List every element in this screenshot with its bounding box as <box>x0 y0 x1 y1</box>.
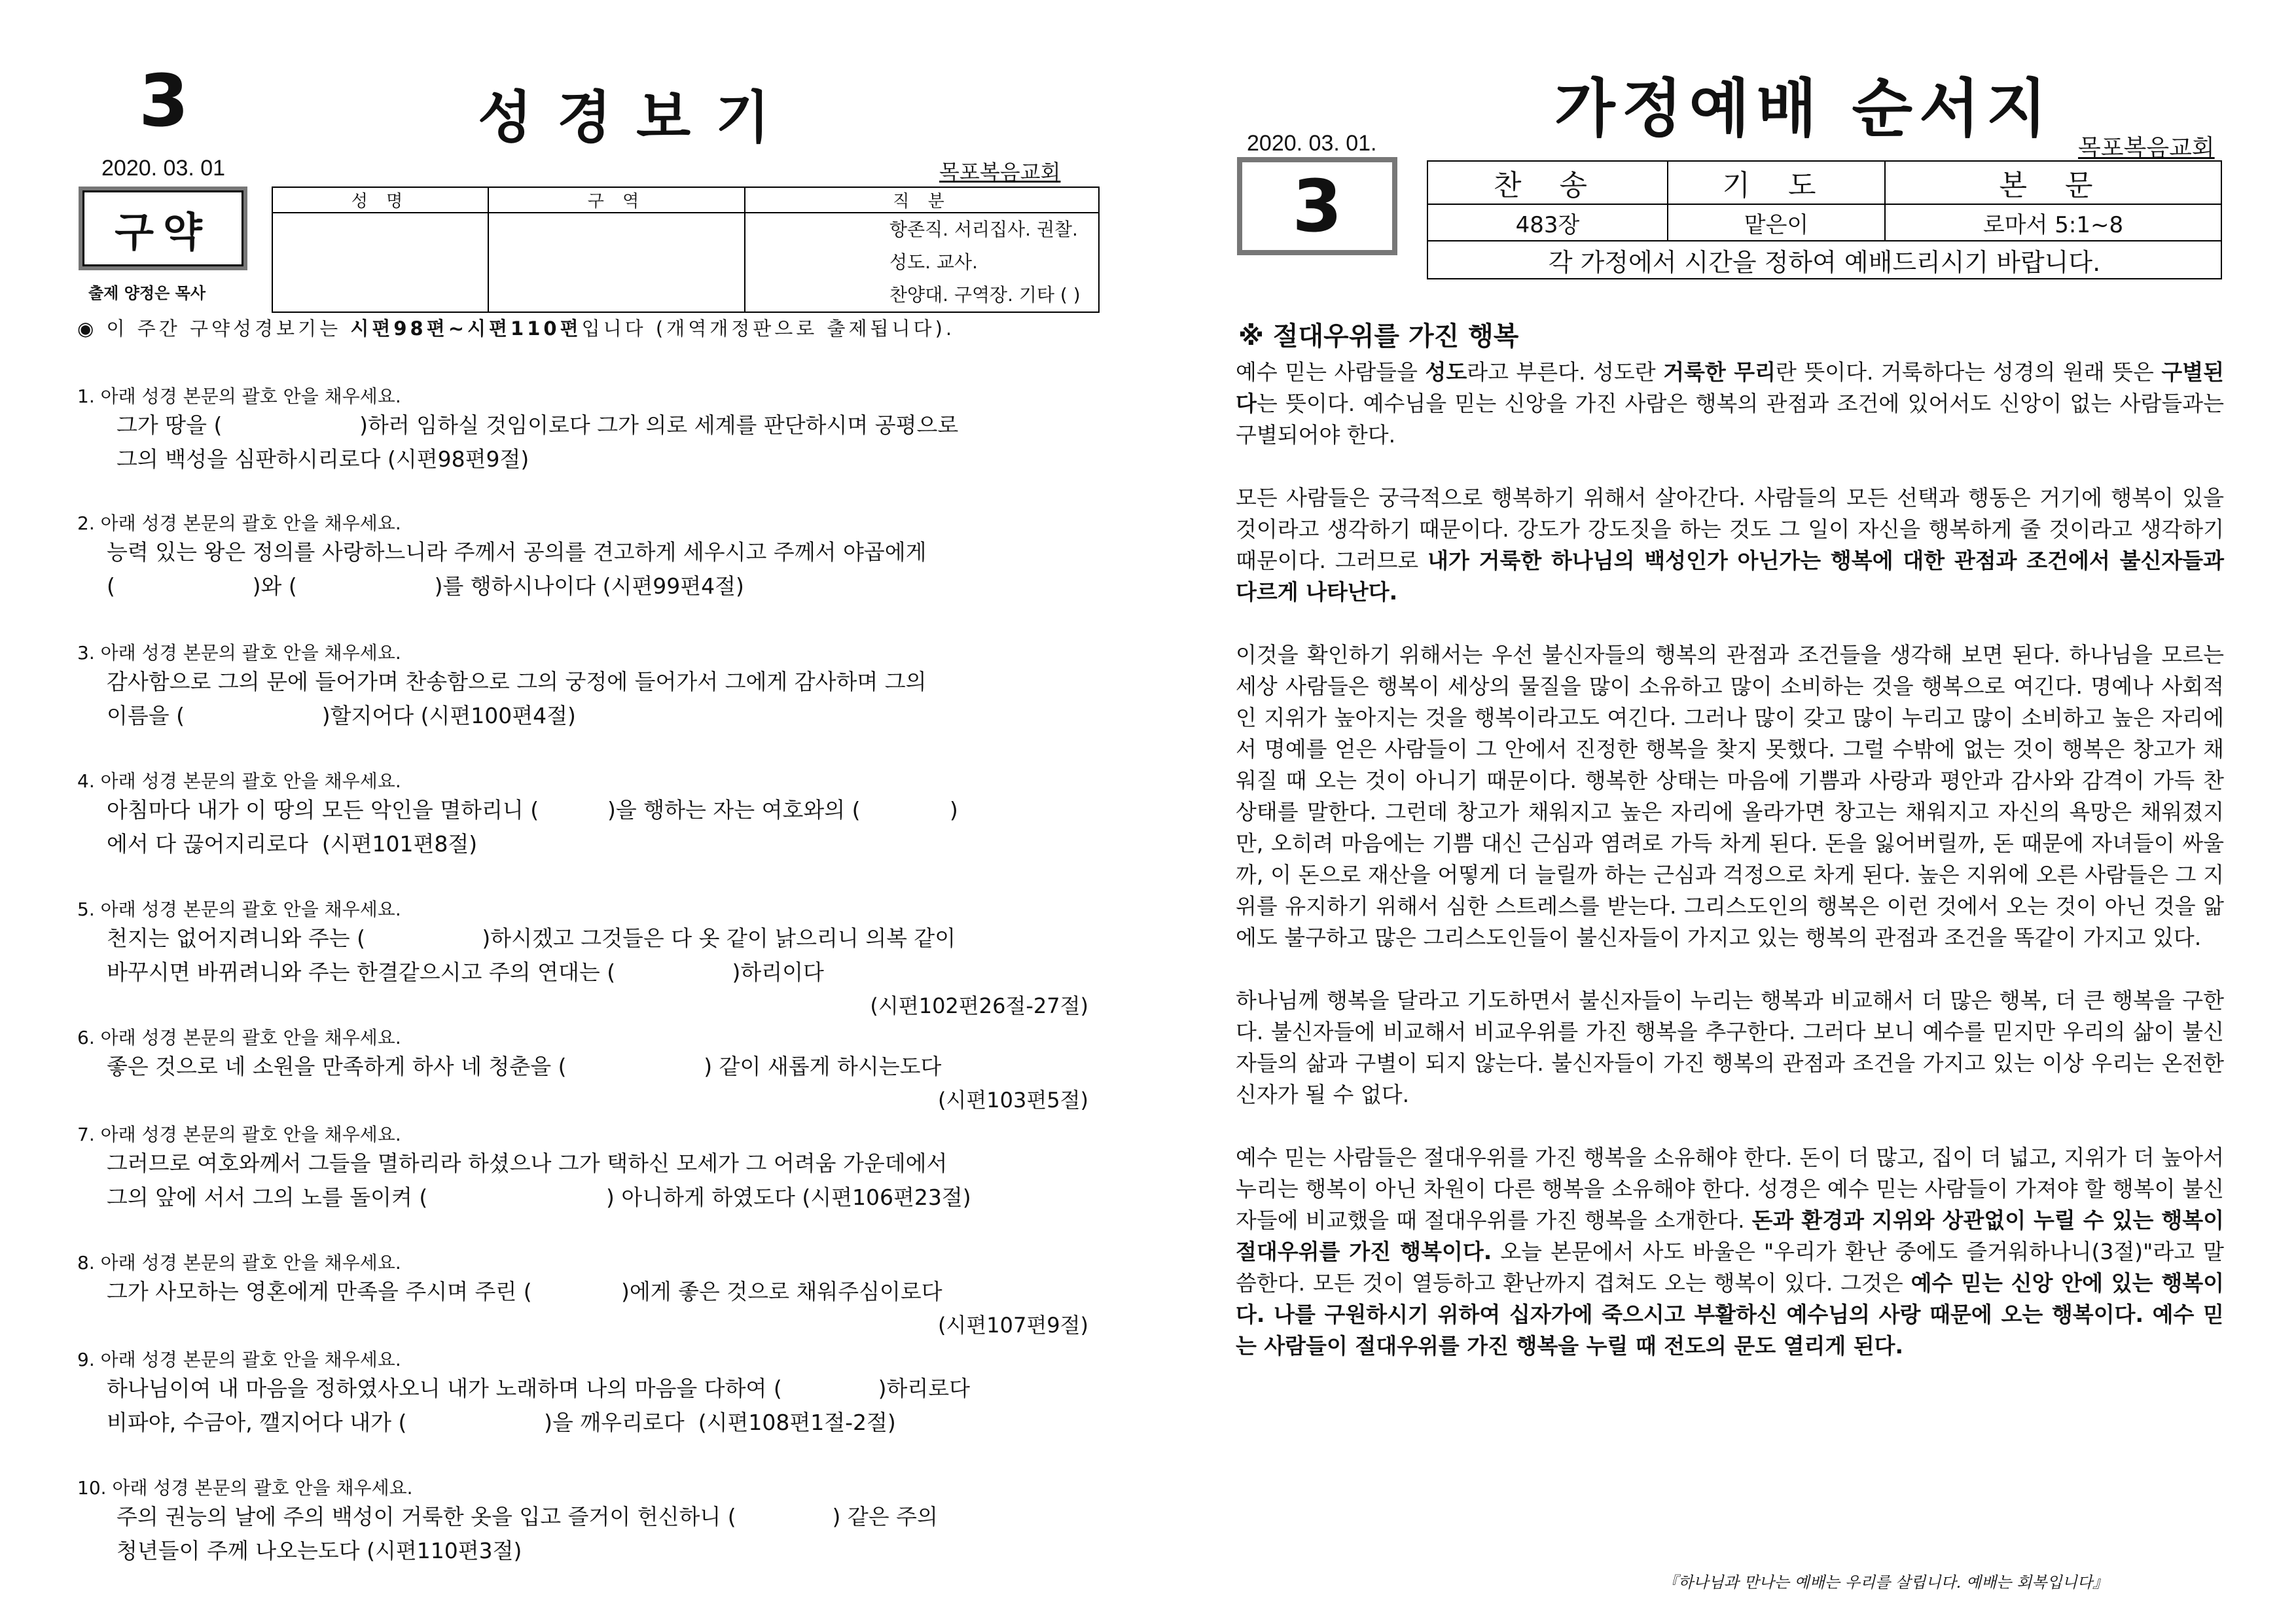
prayer-header: 기 도 <box>1668 161 1885 204</box>
question-number: 8. <box>77 1252 95 1274</box>
info-table <box>272 187 1100 313</box>
question-2 <box>77 509 1088 603</box>
role-options-2: 찬양대. 구역장. 기타 ( ) <box>889 284 1081 306</box>
paragraph-4: 하나님께 행복을 달라고 기도하면서 불신자들이 누리는 행복과 비교해서 더 많은 행복, 더 큰 행복을 구한다. 불신자들에 비교해서 비교우위를 가진 행복을 추구한다. 그러다 보니 예수를 믿지만 우리의 삶이 불신자들의 삶과 구별이 되지 않는다. 불신자들이 가진 행복의 관점과 조건을 가지고 있는 이상 우리는 온전한 신자가 될 수 없다. <box>1236 988 2224 1107</box>
question-reference: (시편107편9절) <box>937 1313 1088 1338</box>
church-name: 목포복음교회 <box>939 160 1061 185</box>
role-field[interactable] <box>745 213 1099 312</box>
scripture-value: 로마서 5:1~8 <box>1885 204 2221 241</box>
question-1 <box>77 382 1088 476</box>
question-text: 능력 있는 왕은 정의를 사랑하느니라 주께서 공의를 견고하게 세우시고 주께서 야곱에게 ( )와 ( )를 행하시나이다 (시편99편4절) <box>107 539 927 599</box>
question-4 <box>77 767 1088 861</box>
question-reference: (시편102편26절-27절) <box>870 993 1088 1018</box>
question-instruction: 아래 성경 본문의 괄호 안을 채우세요. <box>100 512 401 534</box>
notice-range: 시편98편~시편110편 <box>350 317 582 340</box>
question-number: 2. <box>77 512 95 534</box>
worship-note: 각 가정에서 시간을 정하여 예배드리시기 바랍니다. <box>1427 241 2221 279</box>
question-instruction: 아래 성경 본문의 괄호 안을 채우세요. <box>100 385 401 407</box>
question-text: 하나님이여 내 마음을 정하였사오니 내가 노래하며 나의 마음을 다하여 ( )하리로다 비파야, 수금아, 깰지어다 내가 ( )을 깨우리로다 (시편108편1절-2절) <box>107 1376 970 1435</box>
worship-church: 목포복음교회 <box>2078 135 2215 162</box>
question-text: 그러므로 여호와께서 그들을 멸하리라 하셨으나 그가 택하신 모세가 그 어려움 가운데에서 그의 앞에 서서 그의 노를 돌이켜 ( ) 아니하게 하였도다 (시편106편23절) <box>107 1150 971 1210</box>
hymn-header: 찬 송 <box>1427 161 1668 204</box>
worship-date: 2020. 03. 01. <box>1247 131 1377 156</box>
notice-text-end: 입니다 (개역개정판으로 출제됩니다). <box>581 317 956 340</box>
question-number: 9. <box>77 1349 95 1370</box>
sermon-body <box>1236 357 2224 1362</box>
issue-number: 3 <box>139 59 189 143</box>
question-7 <box>77 1120 1088 1215</box>
question-instruction: 아래 성경 본문의 괄호 안을 채우세요. <box>112 1477 413 1499</box>
examiner: 출제 양정은 목사 <box>88 284 206 302</box>
weekly-notice <box>77 314 955 341</box>
question-number: 1. <box>77 385 95 407</box>
question-10 <box>77 1474 1088 1568</box>
question-text: 주의 권능의 날에 주의 백성이 거룩한 옷을 입고 즐거이 헌신하니 ( ) 같은 주의 청년들이 주께 나오는도다 (시편110편3절) <box>117 1504 938 1563</box>
section-title: ※ 절대우위를 가진 행복 <box>1238 321 1519 351</box>
col-role-header: 직 분 <box>745 187 1099 213</box>
question-5 <box>77 895 1088 1020</box>
paragraph-3: 이것을 확인하기 위해서는 우선 불신자들의 행복의 관점과 조건들을 생각해 보면 된다. 하나님을 모르는 세상 사람들은 행복이 세상의 물질을 많이 소유하고 많이 소비하는 것을 행복으로 여긴다. 명예나 사회적인 지위가 높아지는 것을 행복이라고도 여긴다. 그러나 많이 갖고 많이 누리고 많이 소비하고 높은 자리에서 명예를 얻은 사람들이 그 안에서 진정한 행복을 찾지 못했다. 그럴 수밖에 없는 것이 행복은 창고가 채워질 때 오는 것이 아니기 때문이다. 행복한 상태는 마음에 기쁨과 사랑과 평안과 감사와 감격이 가득 찬 상태를 말한다. 그런데 창고가 채워지고 높은 자리에 올라가면 창고는 채워지고 자신의 욕망은 채워졌지만, 오히려 마음에는 기쁨 대신 근심과 염려로 가득 차게 된다. 돈을 잃어버릴까, 돈 때문에 자녀들이 싸울까, 이 돈으로 재산을 어떻게 더 늘릴까 하는 근심과 걱정으로 차게 된다. 높은 지위에 오른 사람들은 그 지위를 유지하기 위해서 심한 스트레스를 받는다. 그리스도인의 행복은 이런 것에서 오는 것이 아닌 것을 앎에도 불구하고 많은 그리스도인들이 불신자들이 가지고 있는 행복의 관점과 조건을 똑같이 가지고 있다. <box>1236 642 2224 950</box>
question-instruction: 아래 성경 본문의 괄호 안을 채우세요. <box>100 770 401 792</box>
area-field[interactable] <box>488 213 745 312</box>
worship-number: 3 <box>1292 164 1342 248</box>
name-field[interactable] <box>272 213 488 312</box>
question-text: 그가 땅을 ( )하러 임하실 것임이로다 그가 의로 세계를 판단하시며 공평으로 그의 백성을 심판하시리로다 (시편98편9절) <box>117 412 959 472</box>
testament-badge <box>79 187 247 270</box>
worship-order-table <box>1427 160 2222 279</box>
scripture-header: 본 문 <box>1885 161 2221 204</box>
col-area-header: 구 역 <box>488 187 745 213</box>
notice-text: ◉ 이 주간 구약성경보기는 <box>77 317 351 340</box>
question-text: 천지는 없어지려니와 주는 ( )하시겠고 그것들은 다 옷 같이 낡으리니 의복 같이 바꾸시면 바뀌려니와 주는 한결같으시고 주의 연대는 ( )하리이다 <box>107 925 956 985</box>
footer-motto: 『하나님과 만나는 예배는 우리를 살립니다. 예배는 회복입니다』 <box>1662 1573 2109 1592</box>
worship-title: 가정예배 순서지 <box>1554 72 2054 145</box>
question-text: 아침마다 내가 이 땅의 모든 악인을 멸하리니 ( )을 행하는 자는 여호와의 ( ) 에서 다 끊어지리로다 (시편101편8절) <box>107 797 958 857</box>
badge-label: 구약 <box>115 207 211 256</box>
question-reference: (시편103편5절) <box>937 1088 1088 1113</box>
question-instruction: 아래 성경 본문의 괄호 안을 채우세요. <box>100 1349 401 1370</box>
question-number: 10. <box>77 1477 107 1499</box>
question-9 <box>77 1346 1088 1440</box>
question-instruction: 아래 성경 본문의 괄호 안을 채우세요. <box>100 1027 401 1048</box>
question-number: 4. <box>77 770 95 792</box>
question-instruction: 아래 성경 본문의 괄호 안을 채우세요. <box>100 899 401 920</box>
worship-number-badge <box>1237 157 1397 255</box>
hymn-value: 483장 <box>1427 204 1668 241</box>
question-3 <box>77 639 1088 733</box>
prayer-value: 맡은이 <box>1668 204 1885 241</box>
question-number: 3. <box>77 642 95 664</box>
question-number: 5. <box>77 899 95 920</box>
question-number: 6. <box>77 1027 95 1048</box>
question-instruction: 아래 성경 본문의 괄호 안을 채우세요. <box>100 1252 401 1274</box>
paragraph-1: 예수 믿는 사람들을 성도라고 부른다. 성도란 거룩한 무리란 뜻이다. 거룩하다는 성경의 원래 뜻은 구별된다는 뜻이다. 예수님을 믿는 신앙을 가진 사람은 행복의 관점과 조건에 있어서도 신앙이 없는 사람들과는 구별되어야 한다. <box>1236 359 2224 448</box>
question-8 <box>77 1249 1088 1339</box>
page-title: 성경보기 <box>478 85 795 151</box>
question-text: 그가 사모하는 영혼에게 만족을 주시며 주린 ( )에게 좋은 것으로 채워주심이로다 <box>107 1279 942 1304</box>
col-name-header: 성 명 <box>272 187 488 213</box>
role-options-1: 항존직. 서리집사. 권찰. 성도. 교사. <box>889 219 1078 273</box>
question-instruction: 아래 성경 본문의 괄호 안을 채우세요. <box>100 642 401 664</box>
question-number: 7. <box>77 1124 95 1145</box>
date: 2020. 03. 01 <box>101 156 226 181</box>
question-text: 좋은 것으로 네 소원을 만족하게 하사 네 청춘을 ( ) 같이 새롭게 하시는도다 <box>107 1054 942 1079</box>
paragraph-2: 모든 사람들은 궁극적으로 행복하기 위해서 살아간다. 사람들의 모든 선택과 행동은 거기에 행복이 있을 것이라고 생각하기 때문이다. 강도가 강도짓을 하는 것도 그 일이 자신을 행복하게 줄 것이라고 생각하기 때문이다. 그러므로 내가 거룩한 하나님의 백성인가 아닌가는 행복에 대한 관점과 조건에서 불신자들과 다르게 나타난다. <box>1236 485 2224 605</box>
question-instruction: 아래 성경 본문의 괄호 안을 채우세요. <box>100 1124 401 1145</box>
question-text: 감사함으로 그의 문에 들어가며 찬송함으로 그의 궁정에 들어가서 그에게 감사하며 그의 이름을 ( )할지어다 (시편100편4절) <box>107 669 927 728</box>
question-6 <box>77 1024 1088 1114</box>
paragraph-5: 예수 믿는 사람들은 절대우위를 가진 행복을 소유해야 한다. 돈이 더 많고, 집이 더 넓고, 지위가 더 높아서 누리는 행복이 아닌 차원이 다른 행복을 소유해야 한다. 성경은 예수 믿는 사람들이 가져야 할 행복이 불신자들에 비교했을 때 절대우위를 가진 행복을 소개한다. 돈과 환경과 지위와 상관없이 누릴 수 있는 행복이 절대우위를 가진 행복이다. 오늘 본문에서 사도 바울은 "우리가 환난 중에도 즐거워하나니(3절)"라고 말씀한다. 모든 것이 열등하고 환난까지 겹쳐도 오는 행복이 있다. 그것은 예수 믿는 신앙 안에 있는 행복이다. 나를 구원하시기 위하여 십자가에 죽으시고 부활하신 예수님의 사랑 때문에 오는 행복이다. 예수 믿는 사람들이 절대우위를 가진 행복을 누릴 때 전도의 문도 열리게 된다. <box>1236 1145 2224 1359</box>
